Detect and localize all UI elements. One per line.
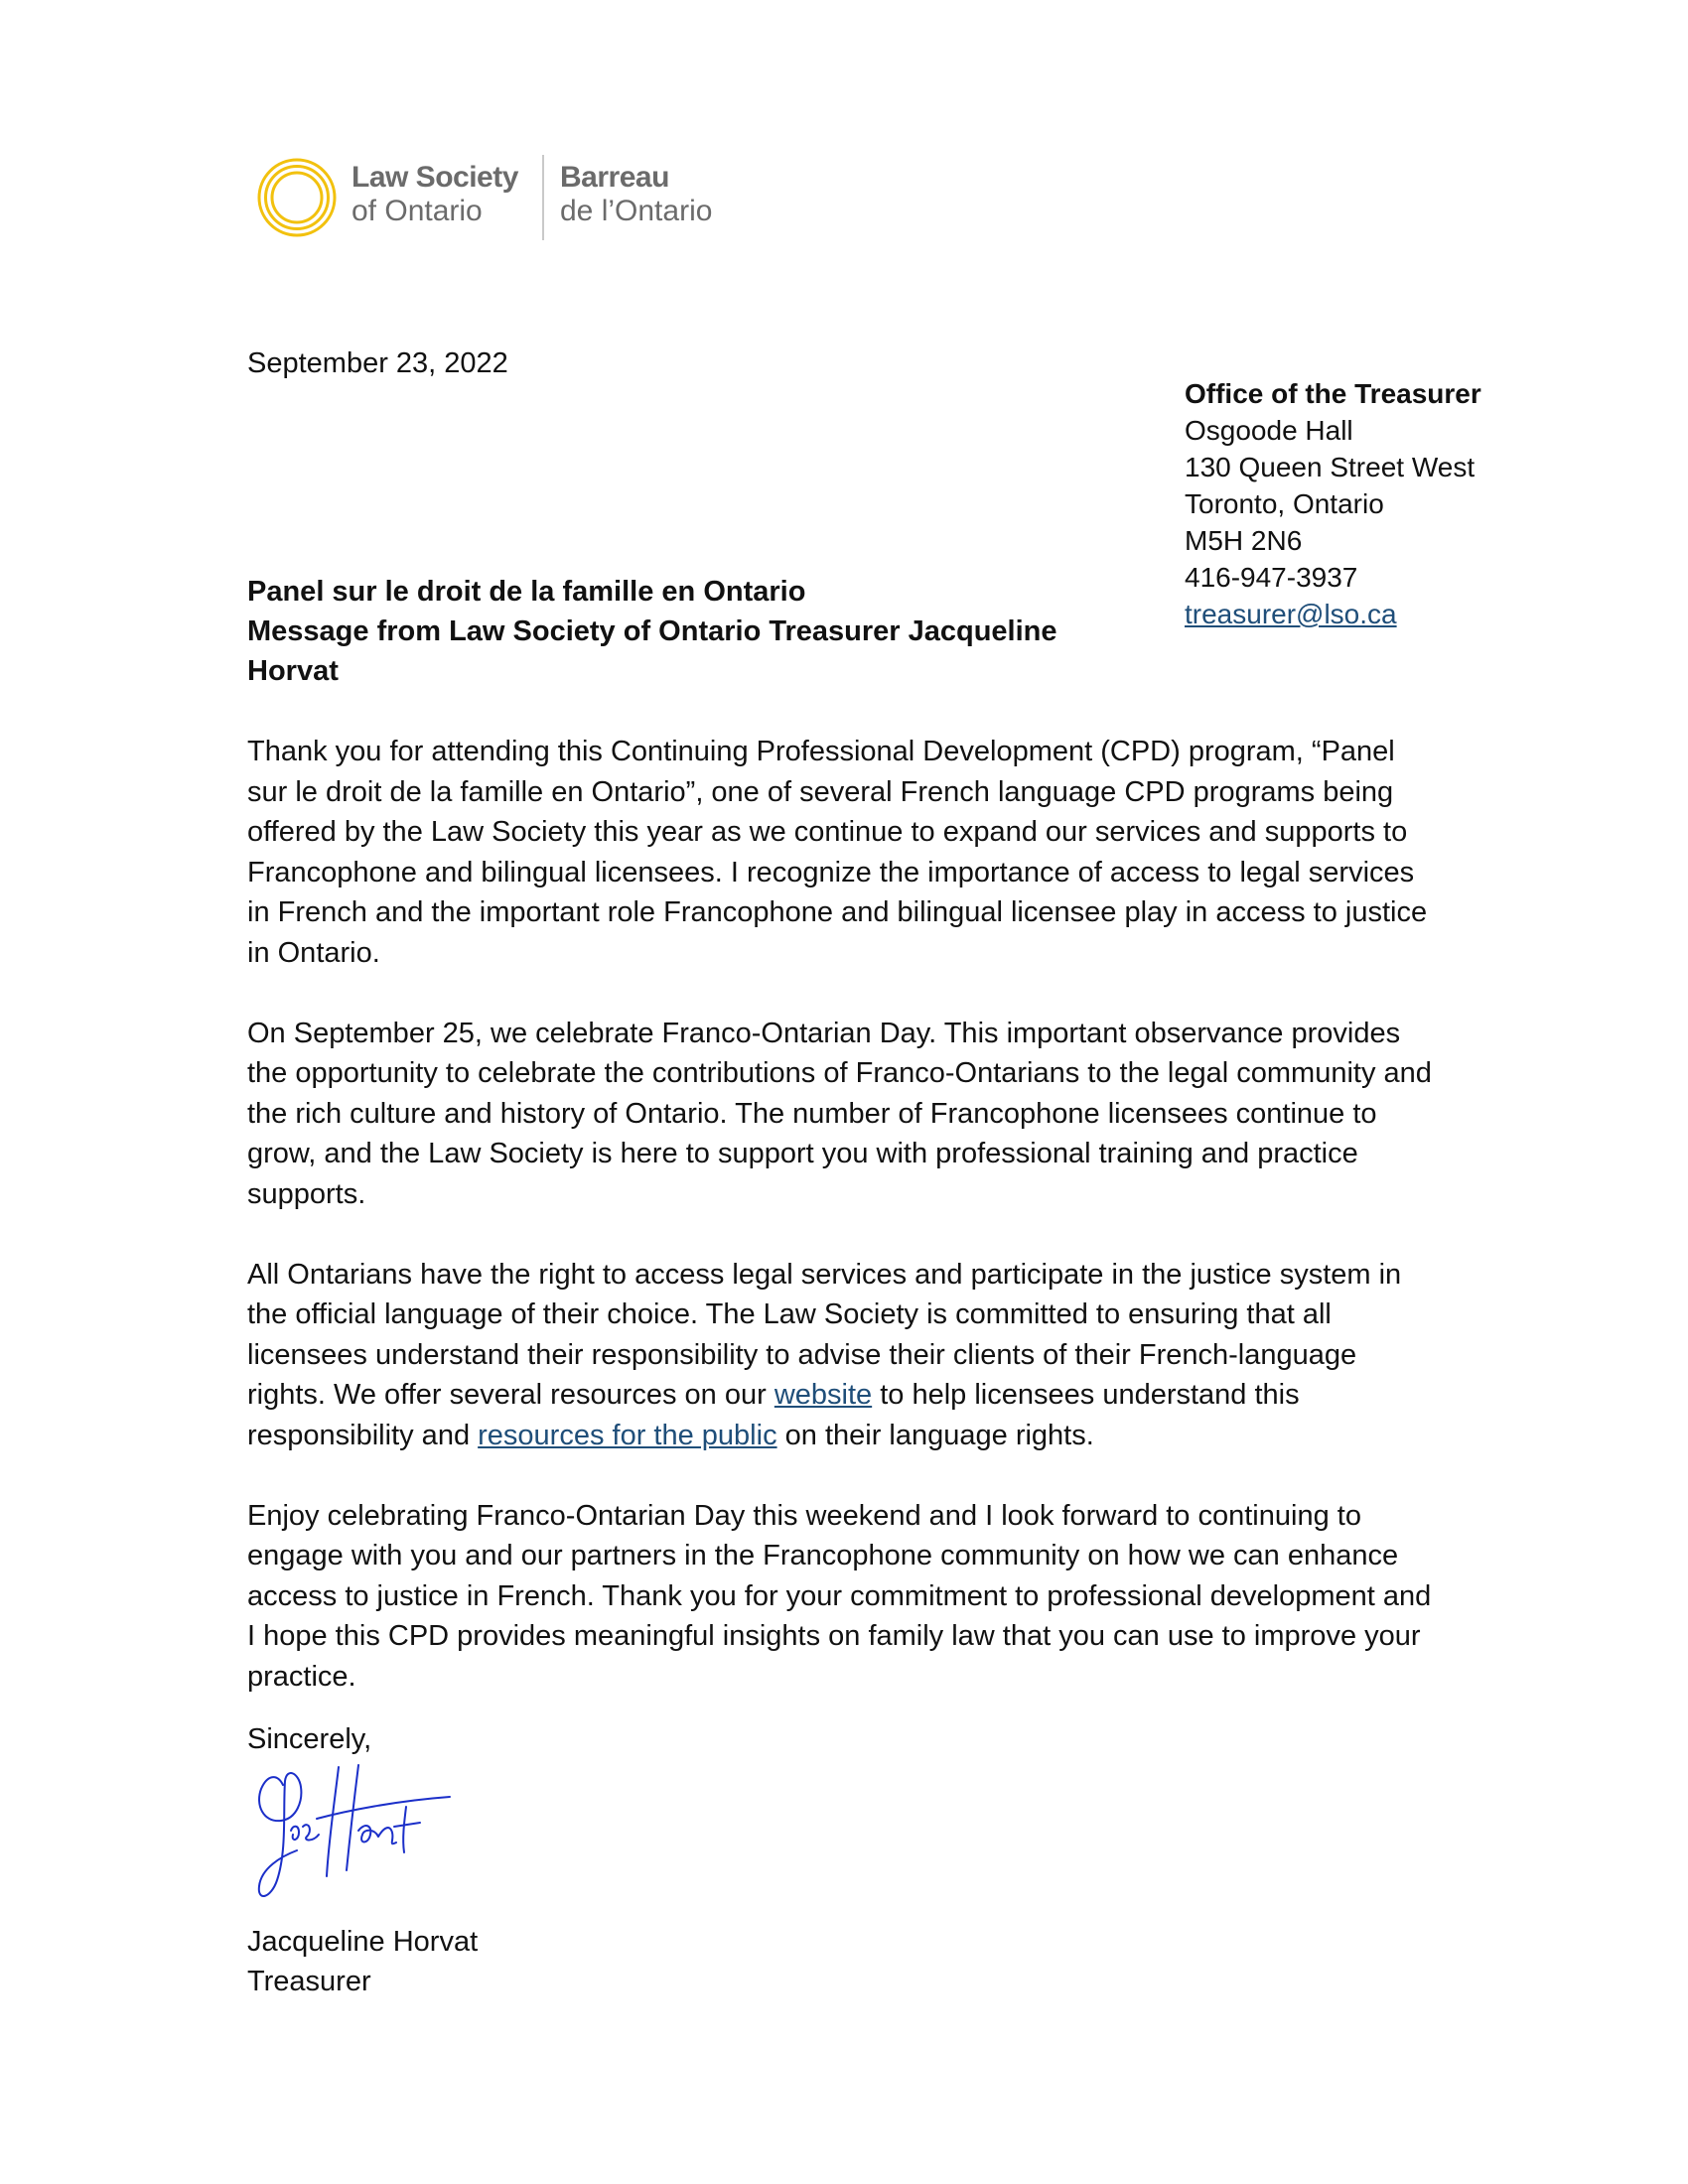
logo-english-line2: of Ontario	[352, 195, 483, 227]
office-city: Toronto, Ontario	[1185, 488, 1384, 519]
signer-name: Jacqueline Horvat	[247, 1926, 479, 1958]
handwritten-signature	[247, 1761, 456, 1916]
public-resources-link[interactable]: resources for the public	[478, 1419, 777, 1451]
closing-salutation: Sincerely,	[247, 1723, 372, 1755]
logo-english-line1: Law Society	[352, 161, 518, 194]
p3-text-1: All Ontarians have the right to access legal services and participate in the justice system in the official language of their choice. The Law Society is committed to ensuring that all licensees understand their responsibility to advise their clients of their French-language rights. We offer several resources on our	[247, 1258, 1402, 1412]
office-postal-code: M5H 2N6	[1185, 525, 1303, 556]
logo-english-name	[352, 161, 518, 228]
p3-text-3: on their language rights.	[776, 1419, 1094, 1451]
body-paragraph-2: On September 25, we celebrate Franco-Ontarian Day. This important observance provides the opportunity to celebrate the contributions of Franco-Ontarians to the legal community and the rich culture and history of Ontario. The number of Francophone licensees continue to grow, and the Law Society is here to support you with professional training and practice supports.	[247, 1017, 1432, 1210]
logo-french-line1: Barreau	[560, 161, 669, 194]
letter-body	[247, 732, 1439, 1736]
p3-text-2: to help licensees understand this responsibility and	[247, 1379, 1300, 1451]
office-address-block	[1185, 375, 1481, 632]
body-paragraph-4: Enjoy celebrating Franco-Ontarian Day this weekend and I look forward to continuing to engage with you and our partners in the Francophone community on how we can enhance access to justice in French. Thank you for your commitment to professional development and I hope this CPD provides meaningful insights on family law that you can use to improve your practice.	[247, 1499, 1432, 1693]
logo-french-name	[560, 161, 712, 228]
office-phone: 416-947-3937	[1185, 562, 1358, 593]
headline-line-2: Message from Law Society of Ontario Treasurer Jacqueline Horvat	[247, 615, 1057, 687]
letter-date: September 23, 2022	[247, 347, 508, 379]
body-paragraph-1: Thank you for attending this Continuing Professional Development (CPD) program, “Panel sur le droit de la famille en Ontario”, one of several French language CPD programs being offered by the Law Society this year as we continue to expand our services and supports to Francophone and bilingual licensees. I recognize the importance of access to legal services in French and the important role Francophone and bilingual licensee play in access to justice in Ontario.	[247, 736, 1428, 969]
signer-block	[247, 1922, 478, 2001]
office-building: Osgoode Hall	[1185, 415, 1353, 446]
office-email-link[interactable]: treasurer@lso.ca	[1185, 599, 1397, 629]
website-link[interactable]: website	[774, 1379, 873, 1412]
letter-headline	[247, 572, 1141, 691]
office-name: Office of the Treasurer	[1185, 378, 1481, 409]
law-society-logo	[256, 155, 723, 240]
logo-divider	[542, 155, 544, 240]
office-street: 130 Queen Street West	[1185, 452, 1476, 482]
logo-french-line2: de l’Ontario	[560, 195, 713, 227]
concentric-rings-icon	[256, 157, 338, 238]
signer-title: Treasurer	[247, 1966, 371, 1997]
body-paragraph-3	[247, 1255, 1439, 1456]
headline-line-1: Panel sur le droit de la famille en Ontario	[247, 576, 806, 608]
